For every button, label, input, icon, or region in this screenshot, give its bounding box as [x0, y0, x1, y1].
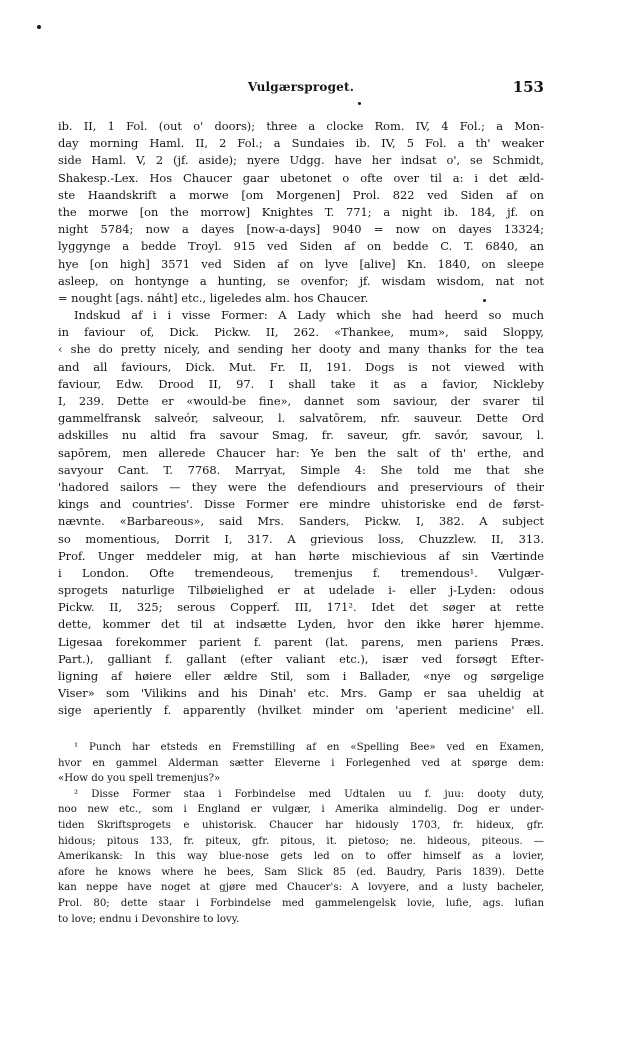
text-line: Indskud af i i visse Former: A Lady which she had heerd so much	[74, 308, 544, 323]
text-line: = nought [ags. náht] etc., ligeledes alm. hos Chaucer.	[58, 290, 369, 305]
text-line: ligning af høiere eller ældre Stil, som i Ballader, «nye og sørgelige	[58, 669, 544, 683]
text-line: Prof. Unger meddeler mig, at han hørte mischievious af sin Værtinde	[58, 548, 544, 563]
text-line: sprogets naturlige Tilbøielighed er at udelade i- eller j-Lyden: odous	[58, 583, 544, 598]
text-line: savyour Cant. T. 7768. Marryat, Simple 4: She told me that she	[58, 462, 544, 477]
text-line: lyggynge a bedde Troyl. 915 ved Siden af on bedde C. T. 6840, an	[58, 239, 544, 254]
footnote-line: Amerikansk: In this way blue-nose gets led on to offer himself as a lovier,	[58, 851, 544, 863]
text-line: faviour, Edw. Drood II, 97. I shall take it as a favior, Nickleby	[58, 376, 544, 391]
footnote-line: ² Disse Former staa i Forbindelse med Udtalen uu f. juu: dooty duty,	[74, 788, 544, 800]
text-line: so momentious, Dorrit I, 317. A grievious loss, Chuzzlew. II, 313.	[58, 531, 544, 546]
text-line: i London. Ofte tremendeous, tremenjus f. tremendous¹. Vulgær-	[58, 565, 544, 580]
ink-dot	[37, 25, 41, 29]
text-line: side Haml. V, 2 (jf. aside); nyere Udgg. have her indsat o', se Schmidt,	[58, 153, 544, 168]
text-line: 'hadored sailors — they were the defendiours and preserviours of their	[58, 479, 544, 494]
running-header	[58, 80, 544, 100]
text-line: ib. II, 1 Fol. (out o' doors); three a clocke Rom. IV, 4 Fol.; a Mon-	[58, 119, 544, 133]
footnote-line: to love; endnu i Devonshire to lovy.	[58, 913, 240, 925]
footnote-line: Prol. 80; dette staar i Forbindelse med gammelengelsk lovie, lufie, ags. lufian	[58, 897, 544, 909]
text-line: gammelfransk salveór, salveour, l. salvatōrem, nfr. sauveur. Dette Ord	[58, 411, 544, 426]
footnote-line: hidous; pitous 133, fr. piteux, gfr. pitous, it. pietoso; ne. hideous, piteous. —	[58, 835, 544, 847]
text-line: Pickw. II, 325; serous Copperf. III, 171². Idet det søger at rette	[58, 600, 544, 615]
text-line: in faviour of, Dick. Pickw. II, 262. «Thankee, mum», said Sloppy,	[58, 325, 544, 340]
text-line: Part.), galliant f. gallant (efter valiant etc.), især ved forsøgt Efter-	[58, 651, 544, 666]
text-line: dette, kommer det til at indsætte Lyden, hvor den ikke hører hjemme.	[58, 617, 544, 632]
text-line: kings and countries'. Disse Former ere mindre uhistoriske end de først-	[58, 497, 544, 512]
text-line: day morning Haml. II, 2 Fol.; a Sundaies ib. IV, 5 Fol. a th' weaker	[58, 136, 544, 151]
text-line: ‹ she do pretty nicely, and sending her dooty and many thanks for the tea	[58, 342, 544, 357]
footnote-line: ¹ Punch har etsteds en Fremstilling af en «Spelling Bee» ved en Examen,	[74, 742, 544, 753]
running-title: Vulgærsproget.	[247, 80, 355, 94]
main-text	[58, 118, 544, 720]
text-line: Shakesp.-Lex. Hos Chaucer gaar ubetonet o ofte over til a: i det æld-	[58, 170, 544, 185]
ink-dot	[358, 102, 361, 105]
text-line: and all faviours, Dick. Mut. Fr. II, 191. Dogs is not viewed with	[58, 359, 544, 374]
footnote-line: hvor en gammel Alderman sætter Eleverne i Forlegenhed ved at spørge dem:	[58, 757, 544, 769]
text-line: nævnte. «Barbareous», said Mrs. Sanders, Pickw. I, 382. A subject	[58, 514, 544, 529]
text-line: Ligesaa forekommer parient f. parent (lat. parens, men pariens Præs.	[58, 634, 544, 649]
text-line: ste Haandskrift a morwe [om Morgenen] Prol. 822 ved Siden af on	[58, 187, 544, 202]
page-number: 153	[512, 78, 544, 96]
footnote-line: afore he knows where he bees, Sam Slick 85 (ed. Baudry, Paris 1839). Dette	[58, 866, 544, 878]
text-line: night 5784; now a dayes [now-a-days] 9040 = now on dayes 13324;	[58, 222, 544, 237]
text-line: adskilles nu altid fra savour Smag, fr. saveur, gfr. savór, savour, l.	[58, 428, 544, 443]
footnote-line: noo new etc., som i England er vulgær, i Amerika almindelig. Dog er under-	[58, 804, 544, 816]
footnotes	[58, 740, 544, 927]
text-line: I, 239. Dette er «would-be fine», dannet som saviour, der svarer til	[58, 394, 544, 408]
text-line: sapōrem, men allerede Chaucer har: Ye ben the salt of th' erthe, and	[58, 445, 544, 460]
footnote-line: kan neppe have noget at gjøre med Chaucer's: A lovyere, and a lusty bacheler,	[58, 882, 544, 894]
footnote-line: tiden Skriftsprogets e uhistorisk. Chaucer har hidously 1703, fr. hideux, gfr.	[58, 819, 544, 831]
text-line: hye [on high] 3571 ved Siden af on lyve [alive] Kn. 1840, on sleepe	[58, 256, 544, 271]
text-line: the morwe [on the morrow] Knightes T. 771; a night ib. 184, jf. on	[58, 204, 544, 219]
text-line: Viser» som 'Vilikins and his Dinah' etc. Mrs. Gamp er saa uheldig at	[58, 686, 544, 701]
text-line: asleep, on hontynge a hunting, se ovenfor; jf. wisdam wisdom, nat not	[58, 273, 544, 288]
text-line: sige aperiently f. apparently (hvilket minder om 'aperient medicine' ell.	[58, 703, 544, 718]
footnote-line: «How do you spell tremenjus?»	[58, 773, 221, 785]
